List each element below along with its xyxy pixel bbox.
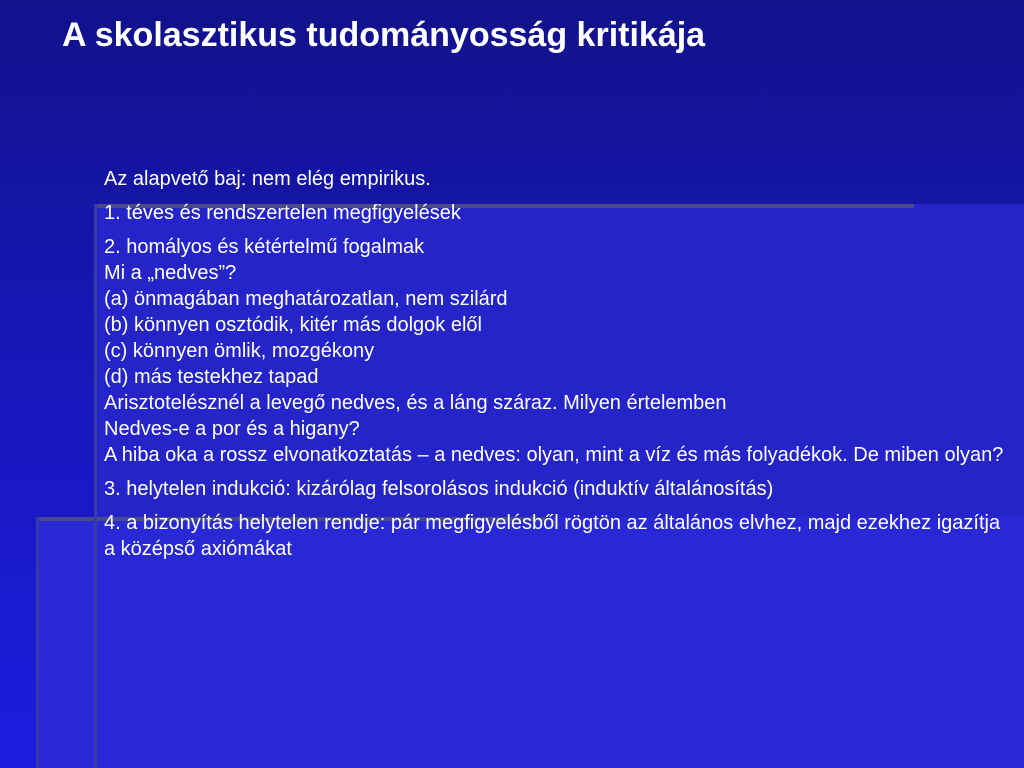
decorative-vline-upper <box>94 204 97 768</box>
decorative-vline-lower <box>36 517 39 768</box>
body-line-item-a: (a) önmagában meghatározatlan, nem szilárd <box>104 288 508 310</box>
body-line-point-4: 4. a bizonyítás helytelen rendje: pár megfigyelésből rögtön az általános elvhez, majd ezekhez igazítja a középső axiómákat <box>104 512 1001 560</box>
body-line-aristotle: Arisztotelésznél a levegő nedves, és a láng száraz. Milyen értelemben <box>104 392 727 414</box>
body-line-point-3: 3. helytelen indukció: kizárólag felsorolásos indukció (induktív általánosítás) <box>104 478 774 500</box>
body-line-intro: Az alapvető baj: nem elég empirikus. <box>104 168 431 190</box>
body-line-abstraction: A hiba oka a rossz elvonatkoztatás – a nedves: olyan, mint a víz és más folyadékok. De miben olyan? <box>104 444 1004 466</box>
body-line-point-1: 1. téves és rendszertelen megfigyelések <box>104 202 461 224</box>
slide-body <box>104 166 1004 562</box>
body-line-dust-mercury: Nedves-e a por és a higany? <box>104 418 360 440</box>
body-line-item-b: (b) könnyen osztódik, kitér más dolgok elől <box>104 314 482 336</box>
body-line-point-2: 2. homályos és kétértelmű fogalmak <box>104 236 425 258</box>
slide-title: A skolasztikus tudományosság kritikája <box>62 16 706 54</box>
body-line-item-c: (c) könnyen ömlik, mozgékony <box>104 340 375 362</box>
body-line-item-d: (d) más testekhez tapad <box>104 366 319 388</box>
body-line-question: Mi a „nedves”? <box>104 262 237 284</box>
